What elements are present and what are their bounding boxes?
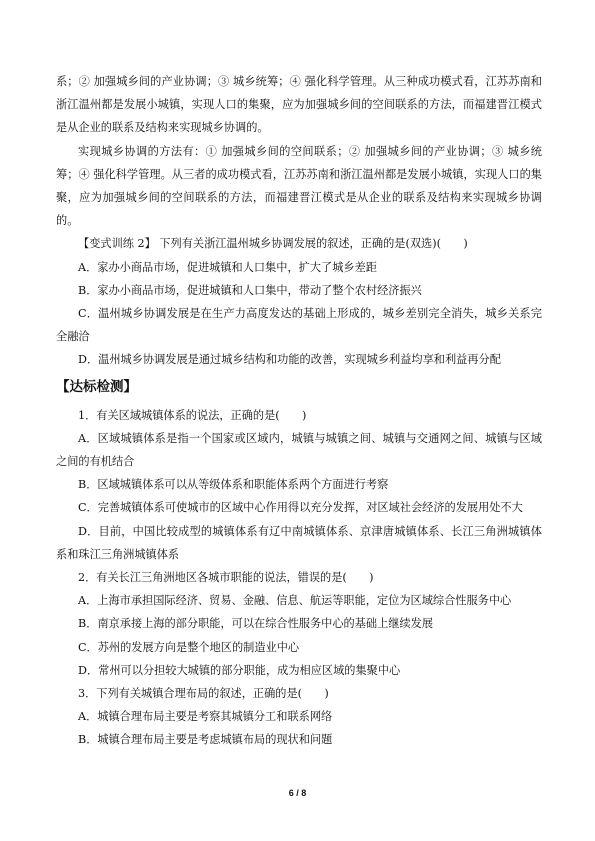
paragraph: A．城镇合理布局主要是考察其城镇分工和联系网络 [78,710,333,724]
paragraph: A．家办小商品市场，促进城镇和人口集中，扩大了城乡差距 [78,260,377,274]
paragraph: C．完善城镇体系可使城市的区域中心作用得以充分发挥，对区域社会经济的发展用处不大 [78,501,523,515]
paragraph: 1．有关区域城镇体系的说法，正确的是( ) [78,408,307,422]
paragraph: C．苏州的发展方向是整个地区的制造业中心 [78,640,300,654]
page-number: 6 / 8 [288,788,307,798]
page-body [56,70,542,752]
paragraph: 2．有关长江三角洲地区各城市职能的说法，错误的是( ) [78,571,374,585]
paragraph: A．区域城镇体系是指一个国家或区域内，城镇与城镇之间、城镇与交通网之间、城镇与区域之间的有机结合 [56,431,542,469]
paragraph: B．城镇合理布局主要是考虑城镇布局的现状和问题 [78,733,333,747]
paragraph: B．南京承接上海的部分职能，可以在综合性服务中心的基础上继续发展 [78,617,434,631]
paragraph: B．家办小商品市场，促进城镇和人口集中，带动了整个农村经济振兴 [78,283,422,297]
paragraph: 实现城乡协调的方法有：① 加强城乡间的空间联系；② 加强城乡间的产业协调；③ 城乡统筹；④ 强化科学管理。从三者的成功模式看，江苏苏南和浙江温州都是发展小城镇，实现人口的集聚，应为加强城乡间的空间联系的方法，而福建晋江模式是从企业的联系及结构来实现城乡协调的。 [56,144,542,228]
paragraph: 系；② 加强城乡间的产业协调；③ 城乡统筹；④ 强化科学管理。从三种成功模式看，江苏苏南和浙江温州都是发展小城镇，实现人口的集聚，应为加强城乡间的空间联系的方法，而福建晋江模式是从企业的联系及结构来实现城乡协调的。 [56,75,542,135]
paragraph: D．温州城乡协调发展是通过城乡结构和功能的改善，实现城乡利益均享和利益再分配 [78,353,501,367]
paragraph: C．温州城乡协调发展是在生产力高度发达的基础上形成的，城乡差别完全消失，城乡关系完全融洽 [56,307,542,344]
paragraph: 【变式训练 2】 下列有关浙江温州城乡协调发展的叙述，正确的是(双选)( ) [78,237,468,251]
paragraph: D．常州可以分担较大城镇的部分职能，成为相应区域的集聚中心 [78,663,401,677]
section-heading: 【达标检测】 [56,378,137,395]
paragraph: A．上海市承担国际经济、贸易、金融、信息、航运等职能，定位为区域综合性服务中心 [78,594,512,608]
paragraph: 3．下列有关城镇合理布局的叙述，正确的是( ) [78,687,329,701]
paragraph: D．目前，中国比较成型的城镇体系有辽中南城镇体系、京津唐城镇体系、长江三角洲城镇体系和珠江三角洲城镇体系 [56,524,542,561]
paragraph: B．区域城镇体系可以从等级体系和职能体系两个方面进行考察 [78,478,389,492]
